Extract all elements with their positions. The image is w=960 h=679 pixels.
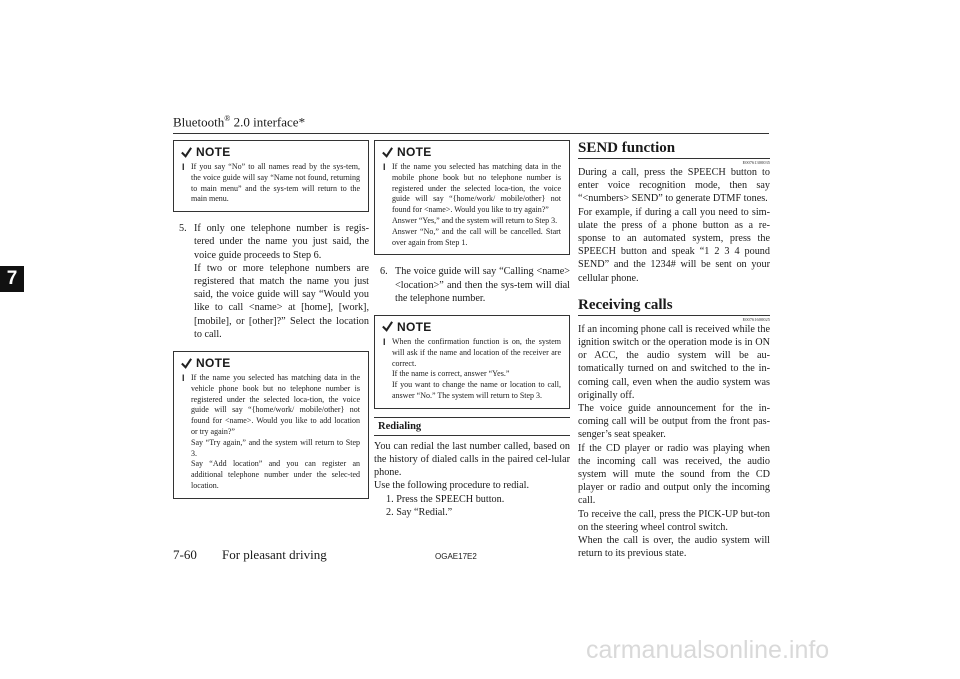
redialing-step: 1. Press the SPEECH button.	[386, 493, 505, 505]
note-label: NOTE	[397, 319, 432, 334]
receiving-paragraph: When the call is over, the audio system will return to its previous state.	[578, 535, 770, 560]
note-label: NOTE	[397, 145, 432, 159]
send-paragraph: During a call, press the SPEECH button to enter voice recognition mode, then say “<numbers> SEND” to generate DTMF tones.	[578, 167, 770, 205]
section-code: E00761300035	[742, 160, 770, 165]
step-text: If only one telephone number is regis-tered under the name you just said, the voice guide proceeds to Step 6.	[194, 223, 369, 261]
send-function-heading	[578, 140, 770, 159]
section-code: E00761600025	[742, 316, 770, 322]
receiving-paragraph: The voice guide announcement for the in-coming call will be output from the front pas-senger’s seat speaker.	[578, 403, 770, 441]
step-6	[374, 265, 570, 305]
note-box	[374, 315, 570, 409]
note-check-icon	[180, 357, 193, 370]
document-code: OGAE17E2	[435, 552, 477, 561]
note-text: If the name is correct, answer “Yes.”	[392, 369, 510, 379]
note-box	[173, 140, 369, 212]
header-divider	[173, 133, 769, 134]
note-check-icon	[381, 146, 394, 159]
page-number: 7-60	[173, 547, 197, 562]
bullet-icon: l	[182, 162, 185, 172]
note-text: If you say “No” to all names read by the sys-tem, the voice guide will say “Name not found, returning to main menu” and the sys-tem will return to the main menu.	[191, 162, 360, 204]
receiving-paragraph: If an incoming phone call is received while the ignition switch or the operation mode is in ON or ACC, the audio system will be au-tomatically turned on and switched to the in-coming call, even when the audio system was originally off.	[578, 323, 770, 401]
column-left	[173, 140, 369, 507]
step-number: 6.	[380, 266, 388, 278]
chapter-tab: 7	[0, 266, 24, 292]
column-middle	[374, 140, 570, 519]
redialing-paragraph: Use the following procedure to redial.	[374, 480, 530, 492]
note-text: Say “Add location” and you can register an additional telephone number under the selec-ted location.	[191, 459, 360, 490]
redialing-paragraph: You can redial the last number called, based on the history of dialed calls in the paired cel-lular phone.	[374, 440, 570, 479]
page-header-title: Bluetooth® 2.0 interface*	[173, 114, 306, 130]
section-title: Receiving calls	[578, 296, 673, 313]
note-label: NOTE	[196, 145, 231, 159]
note-check-icon	[180, 146, 193, 159]
note-box	[374, 140, 570, 255]
note-label: NOTE	[196, 356, 231, 371]
note-check-icon	[381, 320, 394, 333]
chapter-name: For pleasant driving	[222, 547, 327, 562]
note-text: When the confirmation function is on, the system will ask if the name and location of the receiver are correct.	[392, 336, 561, 368]
send-paragraph: For example, if during a call you need to sim-ulate the press of a phone button as a re-sponse to an automated system, press the SPEECH button and speak “1 2 3 4 pound SEND” and the 1234# will be sent on your cellular phone.	[578, 206, 770, 284]
note-text: Answer “Yes,” and the system will return to Step 3.	[392, 215, 558, 225]
redialing-step: 2. Say “Redial.”	[386, 506, 453, 518]
step-number: 5.	[179, 223, 187, 235]
receiving-calls-heading	[578, 297, 770, 316]
column-right	[578, 140, 770, 560]
receiving-paragraph: To receive the call, press the PICK-UP but-ton on the steering wheel control switch.	[578, 508, 770, 533]
step-5	[173, 222, 369, 341]
watermark: carmanualsonline.info	[586, 636, 830, 664]
step-text: If two or more telephone numbers are registered that match the name you just said, the voice guide will say “Would you like to call <name> at [home], [work], [mobile], or [other]?” Select the location to call.	[194, 262, 369, 340]
note-text: Say “Try again,” and the system will return to Step 3.	[191, 437, 360, 458]
note-text: If the name you selected has matching data in the vehicle phone book but no telephone number is registered under the selected loca-tion, the voice guide will say “{home/work/ mobile/other} not found for <name>. Would you like to add location or try again?”	[191, 373, 360, 436]
receiving-paragraph: If the CD player or radio was playing when the incoming call was received, the audio system will mute the sound from the CD player or radio and output only the incoming call.	[578, 442, 770, 507]
redialing-heading: Redialing	[374, 417, 570, 436]
note-text: Answer “No,” and the call will be cancelled. Start over again from Step 1.	[392, 226, 561, 247]
step-text: The voice guide will say “Calling <name> <location>” and then the sys-tem will dial the telephone number.	[395, 266, 570, 304]
bullet-icon: l	[182, 373, 185, 384]
note-text: If the name you selected has matching data in the mobile phone book but no telephone number is registered under the selected loca-tion, the voice guide will say “{home/work/ mobile/other} not found for <name>. Would you like to try again?”	[392, 162, 561, 215]
bullet-icon: l	[383, 162, 386, 172]
note-box	[173, 351, 369, 499]
section-title: SEND function	[578, 140, 676, 156]
bullet-icon: l	[383, 336, 386, 347]
note-text: If you want to change the name or location to call, answer “No.” The system will return to Step 3.	[392, 380, 561, 400]
